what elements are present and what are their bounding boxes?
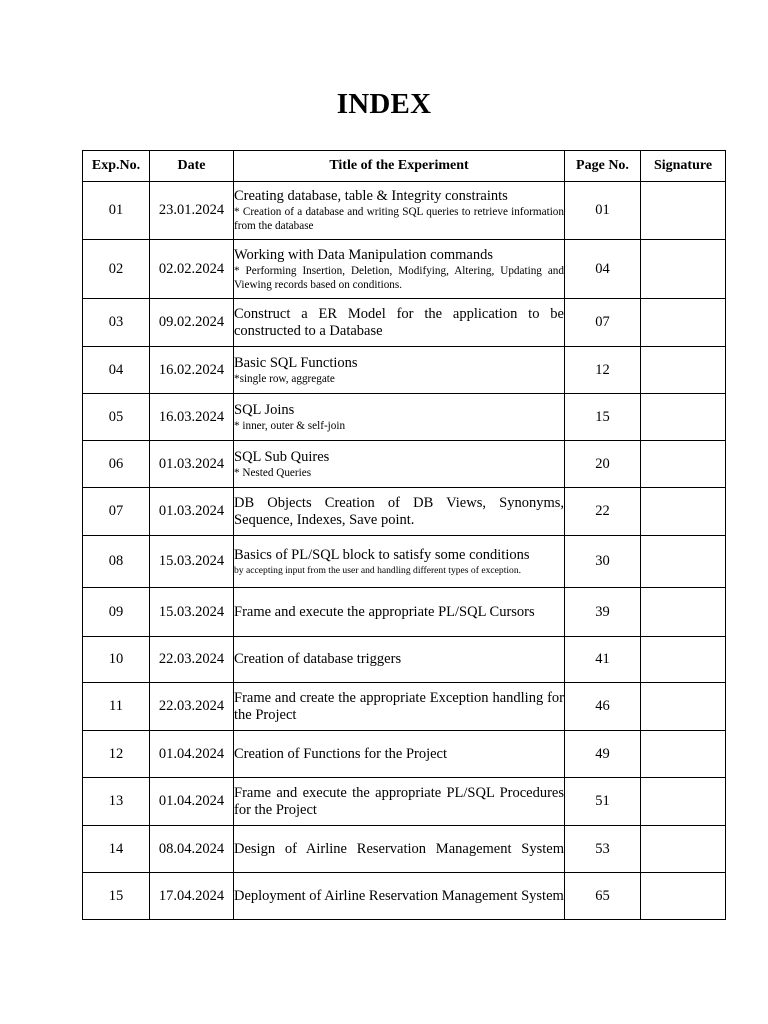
page-no-cell: 53 xyxy=(565,826,641,873)
page-no-cell: 22 xyxy=(565,488,641,536)
experiment-note: * inner, outer & self-join xyxy=(234,419,346,432)
signature-cell xyxy=(641,299,726,347)
header-row xyxy=(83,151,726,182)
signature-cell xyxy=(641,182,726,240)
table-row xyxy=(83,240,726,299)
title-cell xyxy=(234,731,565,778)
signature-cell xyxy=(641,826,726,873)
date-cell: 16.03.2024 xyxy=(150,394,234,441)
experiment-title: Deployment of Airline Reservation Management System xyxy=(234,887,564,904)
date-cell: 01.04.2024 xyxy=(150,731,234,778)
table-row xyxy=(83,347,726,394)
title-cell xyxy=(234,347,565,394)
date-cell: 22.03.2024 xyxy=(150,637,234,683)
date-cell: 01.03.2024 xyxy=(150,441,234,488)
date-cell: 23.01.2024 xyxy=(150,182,234,240)
page-no-cell: 12 xyxy=(565,347,641,394)
date-cell: 02.02.2024 xyxy=(150,240,234,299)
experiment-title: Basic SQL Functions xyxy=(234,354,358,371)
page-no-cell: 41 xyxy=(565,637,641,683)
table-row xyxy=(83,588,726,637)
date-cell: 09.02.2024 xyxy=(150,299,234,347)
signature-cell xyxy=(641,873,726,920)
experiment-title: Creation of Functions for the Project xyxy=(234,745,448,762)
table-row xyxy=(83,731,726,778)
page-no-cell: 04 xyxy=(565,240,641,299)
exp-no-cell: 08 xyxy=(83,536,150,588)
exp-no-cell: 10 xyxy=(83,637,150,683)
signature-cell xyxy=(641,588,726,637)
experiment-title: Creating database, table & Integrity constraints xyxy=(234,188,508,204)
table-row xyxy=(83,441,726,488)
title-cell xyxy=(234,873,565,920)
page-no-cell: 07 xyxy=(565,299,641,347)
title-cell xyxy=(234,826,565,873)
exp-no-cell: 11 xyxy=(83,683,150,731)
exp-no-cell: 13 xyxy=(83,778,150,826)
experiment-title: Construct a ER Model for the application to be constructed to a Database xyxy=(234,305,564,339)
header-signature: Signature xyxy=(641,151,726,182)
title-cell xyxy=(234,536,565,588)
date-cell: 22.03.2024 xyxy=(150,683,234,731)
table-row xyxy=(83,299,726,347)
table-row xyxy=(83,637,726,683)
signature-cell xyxy=(641,441,726,488)
experiment-note: * Creation of a database and writing SQL queries to retrieve information from the database xyxy=(234,206,564,232)
experiment-title: Frame and create the appropriate Exception handling for the Project xyxy=(234,689,564,723)
page-no-cell: 20 xyxy=(565,441,641,488)
table-row xyxy=(83,536,726,588)
title-cell xyxy=(234,637,565,683)
date-cell: 01.04.2024 xyxy=(150,778,234,826)
title-cell xyxy=(234,488,565,536)
title-cell xyxy=(234,683,565,731)
title-cell xyxy=(234,441,565,488)
header-page-no: Page No. xyxy=(565,151,641,182)
page-no-cell: 49 xyxy=(565,731,641,778)
page-no-cell: 39 xyxy=(565,588,641,637)
header-exp-no: Exp.No. xyxy=(83,151,150,182)
exp-no-cell: 06 xyxy=(83,441,150,488)
date-cell: 15.03.2024 xyxy=(150,536,234,588)
signature-cell xyxy=(641,240,726,299)
table-row xyxy=(83,873,726,920)
title-cell xyxy=(234,240,565,299)
exp-no-cell: 09 xyxy=(83,588,150,637)
index-table xyxy=(82,150,726,920)
page-no-cell: 46 xyxy=(565,683,641,731)
experiment-title: Working with Data Manipulation commands xyxy=(234,246,493,263)
experiment-note: * Nested Queries xyxy=(234,466,312,479)
page-no-cell: 01 xyxy=(565,182,641,240)
table-row xyxy=(83,683,726,731)
experiment-title: Basics of PL/SQL block to satisfy some conditions xyxy=(234,546,530,563)
table-row xyxy=(83,778,726,826)
experiment-title: Frame and execute the appropriate PL/SQL Procedures for the Project xyxy=(234,784,564,818)
date-cell: 15.03.2024 xyxy=(150,588,234,637)
experiment-note: *single row, aggregate xyxy=(234,372,335,385)
date-cell: 16.02.2024 xyxy=(150,347,234,394)
header-date: Date xyxy=(150,151,234,182)
page-no-cell: 65 xyxy=(565,873,641,920)
title-cell xyxy=(234,182,565,240)
page-no-cell: 15 xyxy=(565,394,641,441)
date-cell: 08.04.2024 xyxy=(150,826,234,873)
page-no-cell: 30 xyxy=(565,536,641,588)
signature-cell xyxy=(641,778,726,826)
exp-no-cell: 04 xyxy=(83,347,150,394)
exp-no-cell: 15 xyxy=(83,873,150,920)
table-row xyxy=(83,826,726,873)
signature-cell xyxy=(641,683,726,731)
exp-no-cell: 01 xyxy=(83,182,150,240)
table-row xyxy=(83,182,726,240)
exp-no-cell: 14 xyxy=(83,826,150,873)
page-title: INDEX xyxy=(336,88,432,120)
exp-no-cell: 12 xyxy=(83,731,150,778)
signature-cell xyxy=(641,637,726,683)
title-cell xyxy=(234,299,565,347)
experiment-title: Creation of database triggers xyxy=(234,651,402,667)
table-row xyxy=(83,394,726,441)
experiment-note: * Performing Insertion, Deletion, Modifying, Altering, Updating and Viewing records based on conditions. xyxy=(234,264,564,291)
page-no-cell: 51 xyxy=(565,778,641,826)
experiment-title: Design of Airline Reservation Management System xyxy=(234,840,564,857)
table-row xyxy=(83,488,726,536)
title-cell xyxy=(234,778,565,826)
title-cell xyxy=(234,394,565,441)
experiment-note: by accepting input from the user and handling different types of exception. xyxy=(234,564,522,576)
signature-cell xyxy=(641,394,726,441)
exp-no-cell: 03 xyxy=(83,299,150,347)
signature-cell xyxy=(641,731,726,778)
experiment-title: Frame and execute the appropriate PL/SQL Cursors xyxy=(234,603,535,620)
signature-cell xyxy=(641,347,726,394)
exp-no-cell: 05 xyxy=(83,394,150,441)
signature-cell xyxy=(641,536,726,588)
experiment-title: SQL Sub Quires xyxy=(234,448,330,465)
experiment-title: SQL Joins xyxy=(234,401,295,418)
date-cell: 01.03.2024 xyxy=(150,488,234,536)
date-cell: 17.04.2024 xyxy=(150,873,234,920)
signature-cell xyxy=(641,488,726,536)
experiment-title: DB Objects Creation of DB Views, Synonyms, Sequence, Indexes, Save point. xyxy=(234,494,564,528)
exp-no-cell: 07 xyxy=(83,488,150,536)
exp-no-cell: 02 xyxy=(83,240,150,299)
header-title: Title of the Experiment xyxy=(234,151,565,182)
title-cell xyxy=(234,588,565,637)
